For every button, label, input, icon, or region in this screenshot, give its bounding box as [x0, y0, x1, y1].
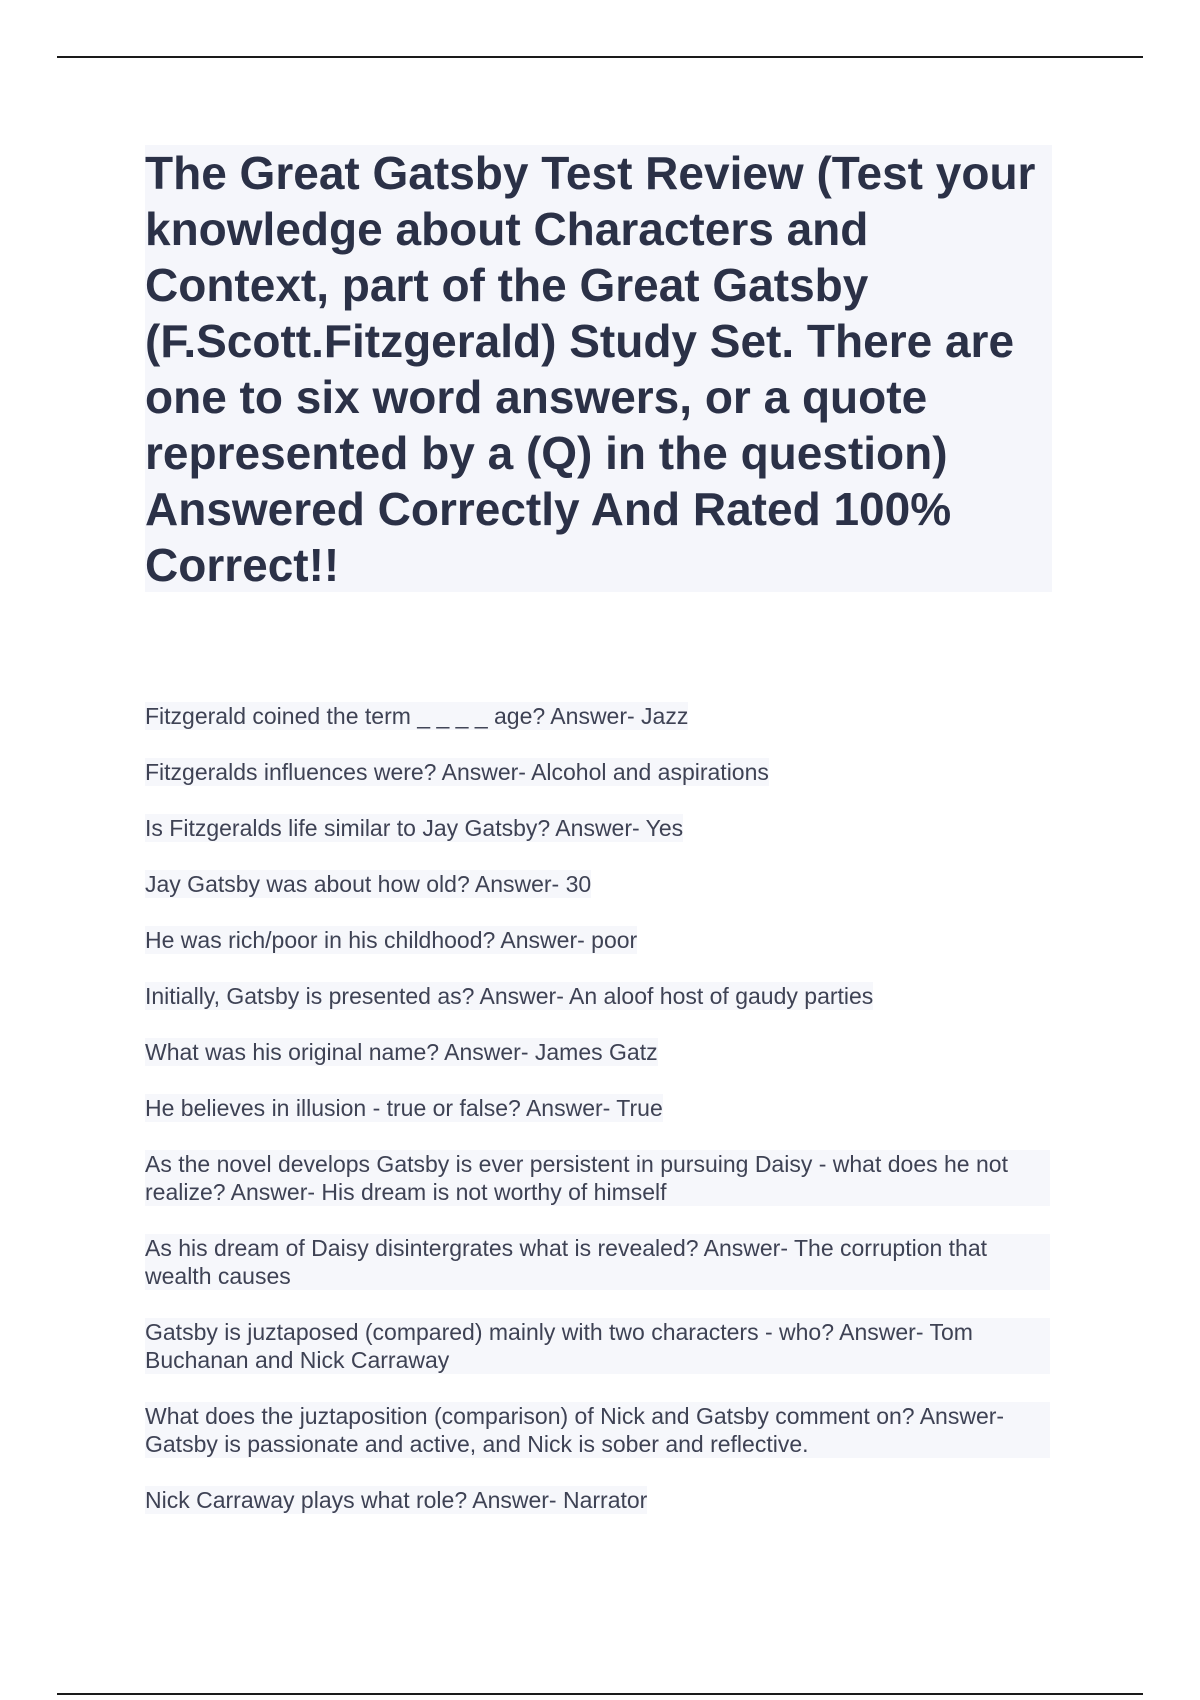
qa-text: He was rich/poor in his childhood? Answer- poor: [145, 927, 638, 953]
qa-text: Fitzgeralds influences were? Answer- Alcohol and aspirations: [145, 759, 769, 785]
top-rule: [57, 56, 1143, 58]
qa-text: What was his original name? Answer- James Gatz: [145, 1039, 658, 1065]
qa-item: [145, 702, 1055, 758]
qa-text: He believes in illusion - true or false? Answer- True: [145, 1095, 663, 1121]
qa-item: [145, 870, 1055, 926]
qa-item: [145, 1094, 1055, 1150]
qa-item: [145, 926, 1055, 982]
qa-text: Initially, Gatsby is presented as? Answer- An aloof host of gaudy parties: [145, 983, 874, 1009]
qa-item: [145, 814, 1055, 870]
qa-item: [145, 1486, 1055, 1542]
qa-text: What does the juztaposition (comparison) of Nick and Gatsby comment on? Answer- Gatsby is passionate and active, and Nick is sober and reflective.: [145, 1402, 1050, 1458]
qa-text: Jay Gatsby was about how old? Answer- 30: [145, 871, 592, 897]
qa-item: [145, 1150, 1055, 1234]
qa-item: [145, 1318, 1055, 1402]
bottom-rule: [57, 1693, 1143, 1695]
qa-text: Is Fitzgeralds life similar to Jay Gatsby? Answer- Yes: [145, 815, 684, 841]
qa-list: [145, 702, 1055, 1542]
qa-item: [145, 1234, 1055, 1318]
qa-text: Gatsby is juztaposed (compared) mainly with two characters - who? Answer- Tom Buchanan and Nick Carraway: [145, 1318, 1050, 1374]
qa-text: As the novel develops Gatsby is ever persistent in pursuing Daisy - what does he not realize? Answer- His dream is not worthy of himself: [145, 1150, 1050, 1206]
qa-item: [145, 982, 1055, 1038]
qa-text: Nick Carraway plays what role? Answer- Narrator: [145, 1487, 648, 1513]
qa-item: [145, 1038, 1055, 1094]
document-title: The Great Gatsby Test Review (Test your knowledge about Characters and Context, part of the Great Gatsby (F.Scott.Fitzgerald) Study Set. There are one to six word answers, or a quote represented by a (Q) in the question) Answered Correctly And Rated 100% Correct!!: [145, 147, 1036, 591]
qa-item: [145, 758, 1055, 814]
title-block: [145, 145, 1052, 592]
qa-text: As his dream of Daisy disintergrates what is revealed? Answer- The corruption that wealth causes: [145, 1234, 1050, 1290]
qa-item: [145, 1402, 1055, 1486]
qa-text: Fitzgerald coined the term _ _ _ _ age? Answer- Jazz: [145, 703, 689, 729]
